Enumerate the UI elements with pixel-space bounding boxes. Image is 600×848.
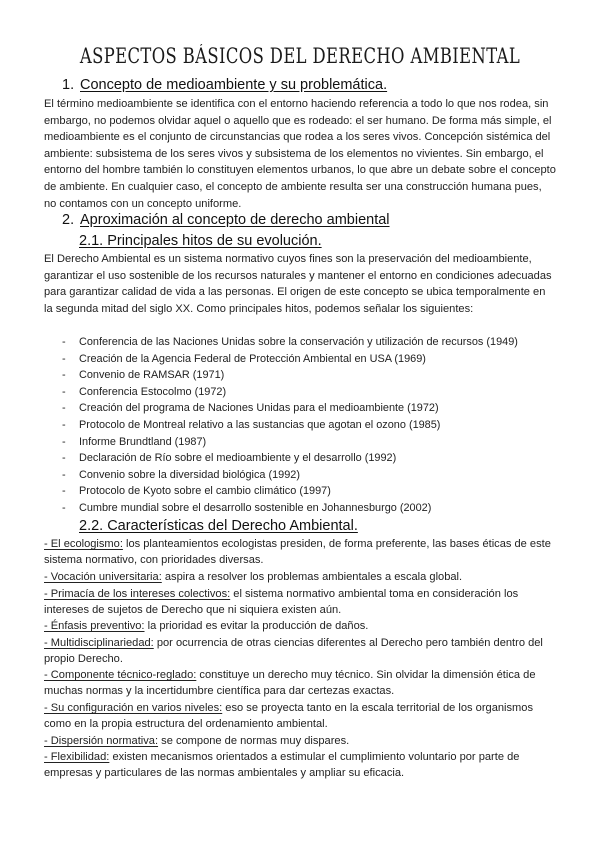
feature-componente-tecnico: - Componente técnico-reglado: constituye un derecho muy técnico. Sin olvidar la dimensión ética de muchas normas y la incertidumbre científica para dar certezas exactas. — [44, 669, 536, 698]
list-item: - Protocolo de Kyoto sobre el cambio climático (1997) — [62, 485, 331, 498]
section-2-heading-text: Aproximación al concepto de derecho ambiental — [80, 212, 390, 228]
list-item: - Conferencia de las Naciones Unidas sobre la conservación y utilización de recursos (1949) — [62, 336, 518, 348]
subsection-2-1-heading: 2.1. Principales hitos de su evolución. — [79, 233, 322, 249]
list-item: - Declaración de Río sobre el medioambiente y el desarrollo (1992) — [62, 452, 397, 465]
feature-flexibilidad: - Flexibilidad: existen mecanismos orientados a estimular el cumplimiento voluntario por parte de empresas y particulares de las normas ambientales y ampliar su eficacia. — [44, 751, 520, 780]
section-1-heading — [62, 77, 387, 93]
feature-multidisciplinariedad: - Multidisciplinariedad: por ocurrencia de otras ciencias diferentes al Derecho pero también dentro del propio Derecho. — [44, 637, 543, 666]
section-1-number: 1. — [62, 77, 75, 93]
list-item: - Conferencia Estocolmo (1972) — [62, 385, 227, 398]
feature-dispersion-normativa: - Dispersión normativa: se compone de normas muy dispares. — [44, 735, 350, 747]
list-item: - Cumbre mundial sobre el desarrollo sostenible en Johannesburgo (2002) — [62, 501, 432, 514]
feature-primacia-intereses: - Primacía de los intereses colectivos: el sistema normativo ambiental toma en consideración los intereses de sujetos de Derecho que ni siquiera existen aún. — [44, 588, 519, 617]
subsection-2-1-paragraph: El Derecho Ambiental es un sistema normativo cuyos fines son la preservación del medioambiente, garantizar el uso sostenible de los recursos naturales y mantener el entorno en condiciones adecuadas para garantizar calidad de vida a las personas. El origen de este concepto se ubica temporalmente en la segunda mitad del siglo XX. Como principales hitos, podemos señalar los siguientes: — [44, 253, 552, 315]
list-item: - Convenio de RAMSAR (1971) — [62, 369, 225, 382]
section-2-number: 2. — [62, 212, 75, 228]
feature-vocacion-universitaria: - Vocación universitaria: aspira a resolver los problemas ambientales a escala global. — [44, 571, 463, 583]
list-item: - Informe Brundtland (1987) — [62, 435, 207, 448]
section-1-paragraph: El término medioambiente se identifica con el entorno haciendo referencia a todo lo que nos rodea, sin embargo, no podemos olvidar aquel o aquello que es rodeado: el ser humano. De forma más simple, el medioambiente es el conjunto de circunstancias que rodea a los seres vivos. Concepción sistémica del ambiente: subsistema de los seres vivos y subsistema de los elementos no vivientes. Sin embargo, el entorno del hombre también lo constituyen elementos urbanos, lo que abre un debate sobre el concepto de ambiente. En cualquier caso, el concepto de ambiente resulta ser una construcción humana pues, no contamos con un concepto uniforme. — [44, 98, 556, 210]
feature-configuracion-niveles: - Su configuración en varios niveles: eso se proyecta tanto en la escala territorial de los organismos como en la propia estructura del ordenamiento ambiental. — [44, 702, 534, 731]
list-item: - Creación del programa de Naciones Unidas para el medioambiente (1972) — [62, 402, 439, 415]
subsection-2-2-heading: 2.2. Características del Derecho Ambiental. — [79, 518, 358, 534]
list-item: - Convenio sobre la diversidad biológica (1992) — [62, 468, 300, 481]
feature-ecologismo: - El ecologismo: los planteamientos ecologistas presiden, de forma preferente, las bases éticas de este sistema normativo, con prioridades diversas. — [44, 538, 551, 567]
milestones-list — [62, 334, 518, 517]
document-title: ASPECTOS BÁSICOS DEL DERECHO AMBIENTAL — [79, 44, 521, 68]
section-2-heading — [62, 212, 390, 228]
list-item: - Protocolo de Montreal relativo a las sustancias que agotan el ozono (1985) — [62, 418, 441, 431]
list-item: - Creación de la Agencia Federal de Protección Ambiental en USA (1969) — [62, 352, 426, 365]
feature-enfasis-preventivo: - Énfasis preventivo: la prioridad es evitar la producción de daños. — [44, 620, 369, 632]
section-1-heading-text: Concepto de medioambiente y su problemática. — [80, 77, 388, 93]
